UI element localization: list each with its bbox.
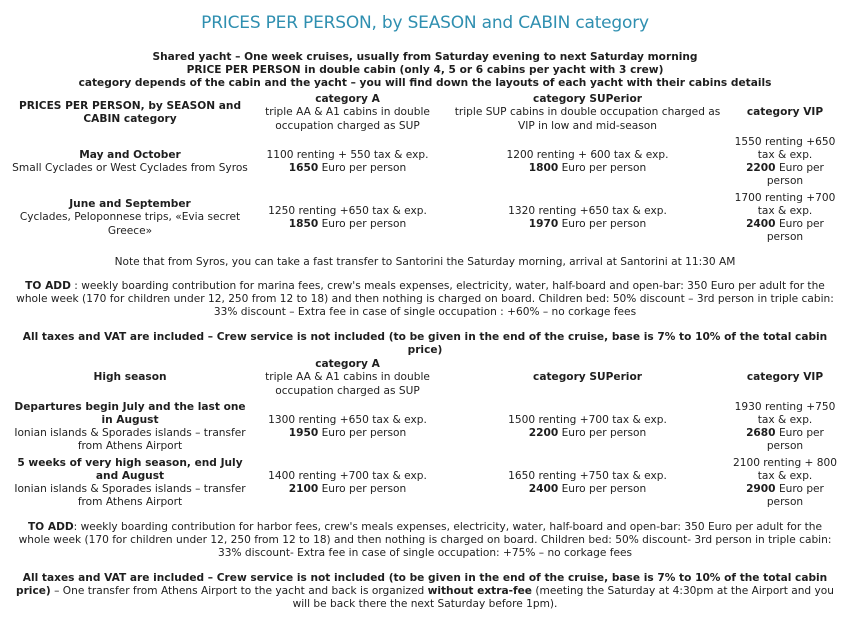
taxes-bold: All taxes and VAT are included – Crew service is not included (to be given in the end of the cruise, base is 7% to 10% of the total cabin price) (16, 572, 828, 598)
price-unit: Euro per person (321, 218, 407, 230)
season-name: 5 weeks of very high season, end July and August (17, 456, 243, 482)
transfer-details: (meeting the Saturday at 4:30pm at the Airport and you will be back there the next Saturday before 1pm). (292, 585, 834, 611)
price-unit: Euro per person (766, 218, 824, 244)
price-unit: Euro per person (561, 427, 647, 439)
price-total (250, 483, 445, 496)
price-total (250, 427, 445, 440)
category-vip-price-cell (730, 399, 840, 455)
category-sup-price-cell (445, 134, 730, 190)
price-total (730, 218, 840, 244)
price-unit: Euro per person (321, 483, 407, 495)
price-total (250, 218, 445, 231)
to-add-text: : weekly boarding contribution for marina fees, crew's meals expenses, electricity, water, half-board and open-bar: 350 Euro per adult for the whole week (170 for children under 12, 250 from 12 to 18) and then nothing is charged on board. Children bed: 50% discount – 3rd person in triple cabin: 33% discount – Extra fee in case of single occupation : +60% – no corkage fees (16, 280, 834, 319)
season-area: Small Cyclades or West Cyclades from Syros (12, 162, 248, 174)
price-breakdown: 1250 renting +650 tax & exp. (268, 204, 427, 217)
category-vip-price-cell (730, 455, 840, 511)
table-header-row (10, 357, 840, 399)
price-breakdown: 1650 renting +750 tax & exp. (508, 469, 667, 482)
category-sup-title: category SUPerior (533, 93, 642, 106)
price-unit: Euro per person (561, 483, 647, 495)
season-name: Departures begin July and the last one in August (14, 400, 246, 426)
intro-line-2: PRICE PER PERSON in double cabin (only 4, 5 or 6 cabins per yacht with 3 crew) (186, 64, 664, 76)
no-extra-fee: without extra-fee (427, 585, 532, 598)
season-area: Ionian islands & Sporades islands – transfer from Athens Airport (14, 483, 246, 509)
price-total (730, 162, 840, 188)
category-sup-header (445, 92, 730, 134)
price-table-high-season (10, 357, 840, 511)
to-add-text: : weekly boarding contribution for harbor fees, crew's meals expenses, electricity, water, half-board and open-bar: 350 Euro per adult for the whole week (170 for children under 12, 250 from 12 to 18) and then nothing is charged on board. Children bed: 50% discount- 3rd person in triple cabin: 33% discount- Extra fee in case of single occupation: +75% – no corkage fees (18, 521, 832, 560)
category-sup-price-cell (445, 455, 730, 511)
price-total (250, 162, 445, 175)
category-vip-price-cell (730, 134, 840, 190)
table-row (10, 399, 840, 455)
price-amount: 1970 (528, 218, 559, 230)
price-amount: 2200 (746, 162, 776, 174)
category-sup-price-cell (445, 190, 730, 246)
season-cell (10, 455, 250, 511)
price-total (445, 427, 730, 440)
price-total (445, 162, 730, 175)
price-unit: Euro per person (561, 162, 647, 174)
intro-line-1: Shared yacht – One week cruises, usually from Saturday evening to next Saturday morning (152, 51, 698, 63)
price-unit: Euro per person (321, 427, 407, 439)
syros-note: Note that from Syros, you can take a fast transfer to Santorini the Saturday morning, arrival at Santorini at 11:30 AM (114, 256, 736, 268)
table-row (10, 134, 840, 190)
intro-line-3: category depends of the cabin and the yacht – you will find down the layouts of each yacht with their cabins details (78, 77, 772, 89)
price-amount: 2400 (528, 483, 559, 495)
price-total (730, 483, 840, 509)
price-breakdown: 2100 renting + 800 tax & exp. (732, 456, 838, 482)
price-amount: 1800 (528, 162, 559, 174)
category-a-subtitle: triple AA & A1 cabins in double occupation charged as SUP (265, 106, 430, 132)
category-sup-header: category SUPerior (533, 371, 642, 384)
category-a-price-cell (250, 134, 445, 190)
to-add-paragraph (14, 521, 836, 561)
price-breakdown: 1550 renting +650 tax & exp. (734, 135, 836, 161)
price-amount: 1950 (288, 427, 319, 439)
category-a-header (250, 92, 445, 134)
category-vip-header: category VIP (746, 371, 824, 384)
price-table-low-mid (10, 92, 840, 246)
season-cell (10, 399, 250, 455)
category-a-price-cell (250, 190, 445, 246)
category-vip-price-cell (730, 190, 840, 246)
season-area: Ionian islands & Sporades islands – transfer from Athens Airport (14, 427, 246, 453)
taxes-note: All taxes and VAT are included – Crew service is not included (to be given in the end of the cruise, base is 7% to 10% of the total cabin price) (22, 331, 828, 357)
price-amount: 1650 (288, 162, 319, 174)
taxes-and-transfer-note (14, 572, 836, 612)
price-amount: 2680 (746, 427, 776, 439)
season-area: Cyclades, Peloponnese trips, «Evia secret Greece» (19, 211, 241, 237)
season-name: May and October (79, 148, 181, 161)
price-total (445, 218, 730, 231)
price-breakdown: 1300 renting +650 tax & exp. (268, 413, 427, 426)
price-unit: Euro per person (766, 483, 824, 509)
to-add-paragraph (14, 280, 836, 320)
price-unit: Euro per person (766, 162, 824, 188)
price-amount: 2200 (528, 427, 559, 439)
category-a-price-cell (250, 455, 445, 511)
table-header-row (10, 92, 840, 134)
price-unit: Euro per person (561, 218, 647, 230)
category-sup-price-cell (445, 399, 730, 455)
price-breakdown: 1100 renting + 550 tax & exp. (266, 148, 429, 161)
price-breakdown: 1930 renting +750 tax & exp. (734, 400, 836, 426)
transfer-text: – One transfer from Athens Airport to the yacht and back is organized (50, 585, 428, 598)
table-row (10, 190, 840, 246)
price-breakdown: 1500 renting +700 tax & exp. (508, 413, 667, 426)
season-column-header: High season (93, 371, 167, 384)
price-amount: 2400 (746, 218, 776, 230)
to-add-label: TO ADD (27, 521, 74, 533)
page-title: PRICES PER PERSON, by SEASON and CABIN category (201, 13, 649, 33)
price-breakdown: 1200 renting + 600 tax & exp. (506, 148, 669, 161)
to-add-label: TO ADD (25, 280, 71, 292)
category-a-title: category A (315, 93, 380, 106)
category-a-subtitle: triple AA & A1 cabins in double occupation charged as SUP (265, 371, 430, 397)
price-amount: 2900 (746, 483, 776, 495)
price-breakdown: 1700 renting +700 tax & exp. (734, 191, 836, 217)
price-breakdown: 1320 renting +650 tax & exp. (508, 204, 667, 217)
price-breakdown: 1400 renting +700 tax & exp. (268, 469, 427, 482)
table-row (10, 455, 840, 511)
price-unit: Euro per person (766, 427, 824, 453)
price-total (730, 427, 840, 453)
category-a-price-cell (250, 399, 445, 455)
season-cell (10, 134, 250, 190)
price-amount: 1850 (288, 218, 319, 230)
price-amount: 2100 (288, 483, 319, 495)
category-sup-subtitle: triple SUP cabins in double occupation charged as VIP in low and mid-season (454, 106, 721, 132)
season-cell (10, 190, 250, 246)
category-a-header (250, 357, 445, 399)
category-vip-header: category VIP (746, 106, 824, 119)
price-unit: Euro per person (321, 162, 407, 174)
category-a-title: category A (315, 358, 380, 371)
price-total (445, 483, 730, 496)
season-column-header: PRICES PER PERSON, by SEASON and CABIN category (18, 99, 242, 125)
season-name: June and September (69, 198, 191, 211)
